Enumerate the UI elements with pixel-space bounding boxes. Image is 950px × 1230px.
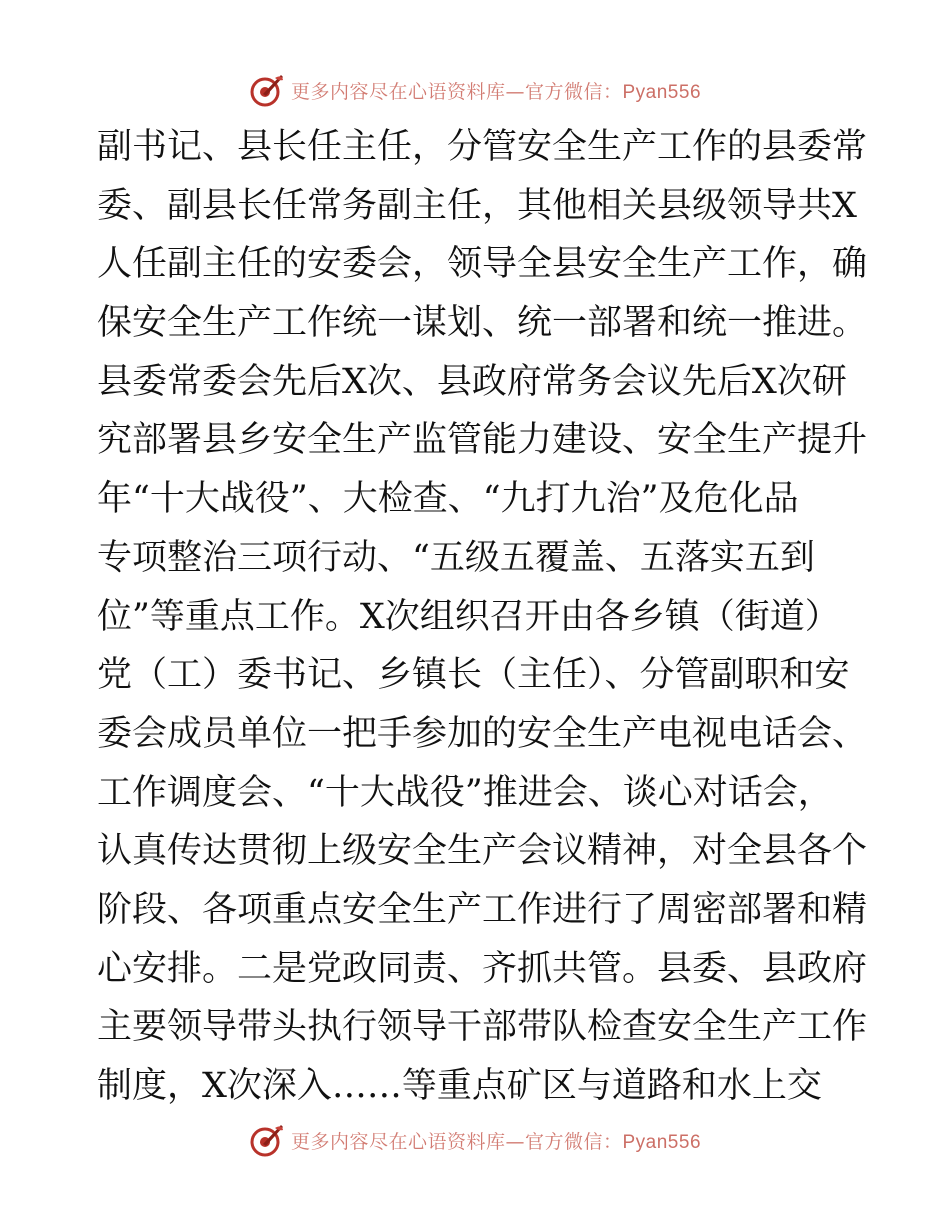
- quill-logo-icon: [249, 72, 285, 108]
- footer-watermark-main: 更多内容尽在心语资料库—官方微信：: [290, 1130, 623, 1153]
- header-watermark-main: 更多内容尽在心语资料库—官方微信：: [290, 80, 623, 103]
- body-line: 心安排。二是党政同责、齐抓共管。县委、县政府: [97, 948, 868, 989]
- footer-watermark-handle: Pyan556: [622, 1131, 702, 1153]
- body-line: 位”等重点工作。X次组织召开由各乡镇（街道）: [97, 596, 840, 637]
- body-line: 认真传达贯彻上级安全生产会议精神，对全县各个: [97, 831, 868, 872]
- body-line: 党（工）委书记、乡镇长（主任）、分管副职和安: [97, 655, 850, 696]
- body-line: 县委常委会先后X次、县政府常务会议先后X次研: [97, 361, 847, 402]
- document-body: [97, 118, 868, 1116]
- footer-watermark-banner: [0, 1120, 950, 1160]
- body-line: 主要领导带头执行领导干部带队检查安全生产工作: [97, 1007, 868, 1048]
- body-line: 制度，X次深入……等重点矿区与道路和水上交: [97, 1066, 822, 1106]
- body-line: 副书记、县长任主任，分管安全生产工作的县委常: [97, 127, 868, 167]
- header-watermark-handle: Pyan556: [622, 81, 702, 103]
- body-line: 保安全生产工作统一谋划、统一部署和统一推进。: [97, 303, 868, 344]
- body-line: 委、副县长任常务副主任，其他相关县级领导共X: [97, 185, 857, 226]
- body-line: 究部署县乡安全生产监管能力建设、安全生产提升: [97, 420, 868, 461]
- header-watermark-banner: [0, 70, 950, 110]
- body-line: 工作调度会、“十大战役”推进会、谈心对话会，: [97, 772, 833, 813]
- body-line: 人任副主任的安委会，领导全县安全生产工作，确: [97, 244, 868, 285]
- body-line: 专项整治三项行动、“五级五覆盖、五落实五到: [97, 537, 815, 578]
- quill-logo-icon: [249, 1122, 285, 1158]
- body-line: 委会成员单位一把手参加的安全生产电视电话会、: [97, 713, 868, 754]
- header-watermark-text: [291, 77, 701, 104]
- body-line: 阶段、各项重点安全生产工作进行了周密部署和精: [97, 889, 868, 930]
- footer-watermark-text: [291, 1127, 701, 1154]
- body-line: 年“十大战役”、大检查、“九打九治”及危化品: [97, 479, 799, 520]
